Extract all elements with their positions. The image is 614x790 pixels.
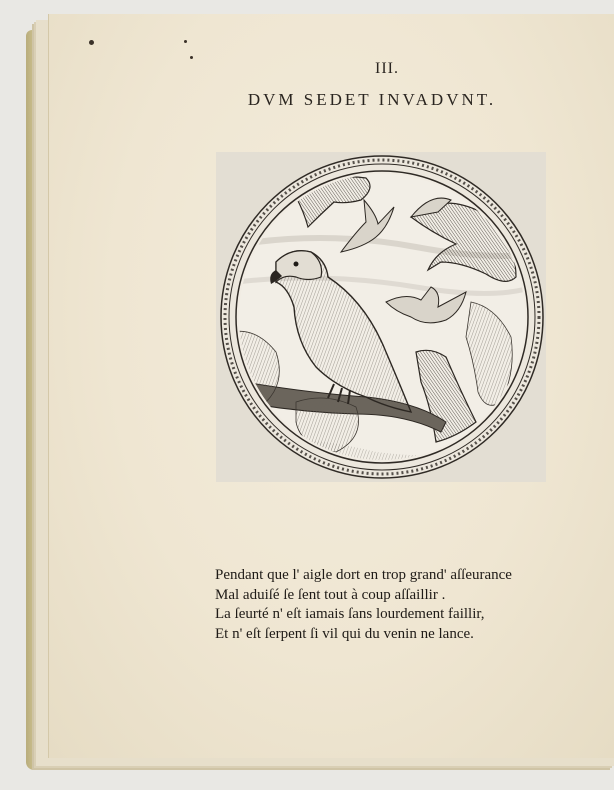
emblem-motto: DVM SEDET INVADVNT.: [247, 90, 497, 109]
emblem-illustration: [216, 152, 546, 482]
ink-spot: [190, 56, 193, 59]
page-number: III.: [375, 60, 399, 77]
eagle-engraving-icon: [216, 152, 546, 482]
ink-spot: [89, 40, 94, 45]
ink-spot: [184, 40, 187, 43]
verse-line: Pendant que l' aigle dort en trop grand' aſſeurance: [215, 567, 512, 583]
verse-line: La ſeurté n' eſt iamais ſans lourdement faillir,: [215, 606, 485, 622]
verse-line: Mal aduiſé ſe ſent tout à coup aſſaillir .: [215, 586, 446, 603]
verse-block: [215, 566, 605, 644]
verse-line: Et n' eſt ſerpent ſi vil qui du venin ne lance.: [215, 625, 474, 642]
